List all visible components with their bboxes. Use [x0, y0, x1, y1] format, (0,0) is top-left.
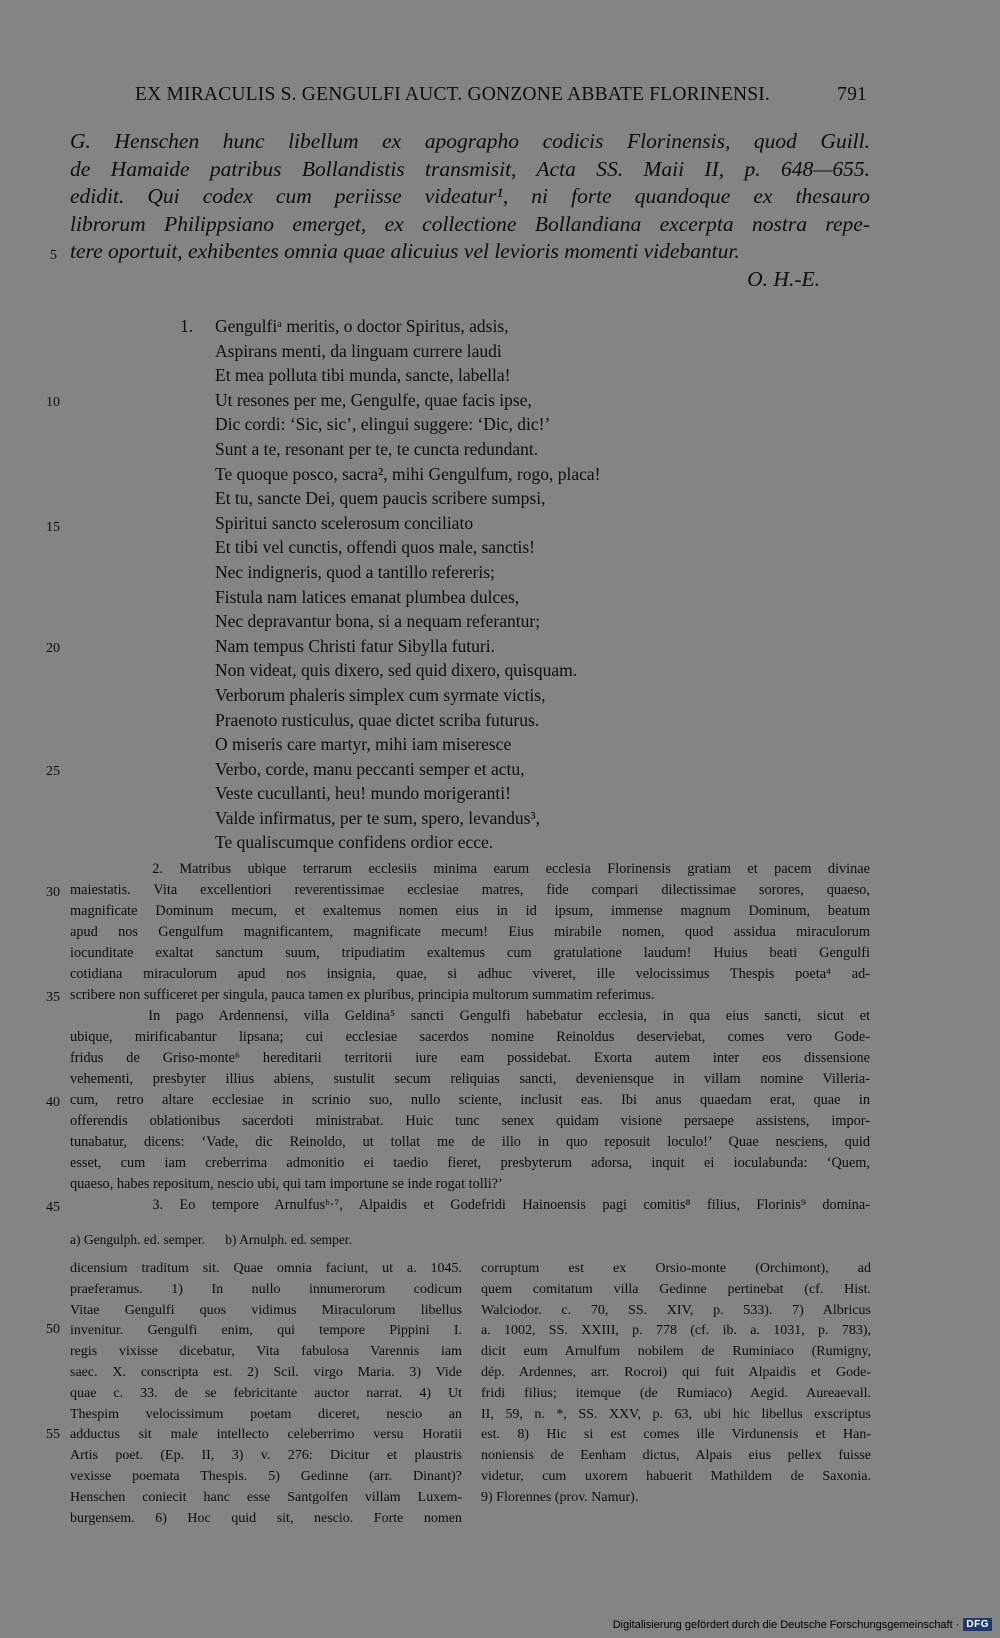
notes-left-column: [70, 1259, 462, 1529]
verse-line: Spiritui sancto scelerosum conciliato: [215, 512, 474, 533]
line-number: 40: [46, 1095, 60, 1110]
running-header: [135, 84, 867, 106]
note-line: saec. X. conscripta est. 2) Scil. virgo Maria. 3) Vide: [70, 1364, 462, 1380]
verse-line: Verborum phaleris simplex cum syrmate victis,: [215, 684, 546, 705]
verse-line: Et mea polluta tibi munda, sancte, labella!: [215, 365, 511, 386]
verse-line: Dic cordi: ‘Sic, sic’, elingui suggere: ‘Dic, dic!’: [215, 414, 551, 435]
verse-line: O miseris care martyr, mihi iam miseresce: [215, 734, 512, 755]
line-number: 5: [50, 248, 57, 263]
line-number: 15: [46, 520, 60, 535]
prose-line: scribere non sufficeret per singula, pauca tamen ex pluribus, principia multorum summatim referimus.: [70, 987, 655, 1003]
prose-line: offerendis oblationibus sacerdoti ministrabat. Huic tunc senex quidam visione persaepe assistens, impor-: [70, 1113, 870, 1129]
prose-line: cotidiana miraculorum apud nos insignia, quae, si adhuc viveret, ille velocissimus Thespis poeta⁴ ad-: [70, 966, 870, 982]
prose-line: ubique, mirificabantur lipsana; cui ecclesiae sacerdos nomine Reinoldus deserviebat, comes vero Gode-: [70, 1029, 870, 1045]
note-line: dicensium traditum sit. Quae omnia faciunt, ut a. 1045.: [70, 1261, 462, 1276]
prose-line: 2. Matribus ubique terrarum ecclesiis minima earum ecclesia Florinensis gratiam et pacem divinae: [70, 861, 870, 877]
prose-line: apud nos Gengulfum magnificantem, magnificate mecum! Eius mirabile nomen, quod assidua miraculorum: [70, 924, 870, 940]
prose-line: fridus de Griso-monte⁶ hereditarii territorii iure eam possidebat. Exorta autem inter eos dissensione: [70, 1050, 870, 1066]
line-number: 10: [46, 395, 60, 410]
verse-line: Nec depravantur bona, si a nequam referantur;: [215, 611, 541, 632]
prose-line: vehementi, presbyter illius abiens, sustulit secum reliquias sancti, deveniensque in villam nomine Villeria-: [70, 1071, 870, 1087]
notes-right-column: [481, 1259, 871, 1509]
verse-line: Fistula nam latices emanat plumbea dulces,: [215, 586, 520, 607]
note-line: dép. Ardennes, arr. Rocroi) qui fuit Alpaidis et Gode-: [481, 1364, 871, 1380]
prose-line: magnificate Dominum mecum, et exaltemus nomen eius in id ipsum, immense magnum Dominum, beatum: [70, 903, 870, 919]
verse-line: Verbo, corde, manu peccanti semper et actu,: [215, 758, 525, 779]
note-line: Thespim velocissimum poetam diceret, nescio an: [70, 1406, 462, 1422]
note-line: quae c. 33. de se febricitante auctor narrat. 4) Ut: [70, 1385, 462, 1401]
dfg-logo-icon: DFG: [963, 1618, 992, 1631]
editor-introduction: [70, 128, 870, 293]
prose-line: In pago Ardennensi, villa Geldina⁵ sancti Gengulfi habebatur ecclesia, in qua eius sancti, sicut et: [70, 1008, 870, 1024]
line-number: 35: [46, 990, 60, 1005]
prose-line: esset, cum iam creberrima admonitio ei taedio fieret, presbyterum adorsa, inquit ei ioculabunda: ‘Quem,: [70, 1155, 870, 1171]
note-line: est. 8) Hic si est comes ille Virdunensis et Han-: [481, 1427, 871, 1443]
verse-line: Veste cucullanti, heu! mundo morigeranti!: [215, 783, 511, 804]
verse-line: Non videat, quis dixero, sed quid dixero, quisquam.: [215, 660, 578, 681]
prose-line: tunabatur, dicens: ‘Vade, dic Reinoldo, ut tollat me de illo in quo reposuit loculo!’ Quae nesciens, quid: [70, 1134, 870, 1150]
verse-line: Te quoque posco, sacra², mihi Gengulfum, rogo, placa!: [215, 463, 601, 484]
prose-line: 3. Eo tempore Arnulfusᵇ·⁷, Alpaidis et Godefridi Hainoensis pagi comitis⁸ filius, Florinis⁹ domina-: [70, 1197, 870, 1213]
verse-line: Nec indigneris, quod a tantillo refereris;: [215, 561, 495, 582]
note-line: praeferamus. 1) In nullo innumerorum codicum: [70, 1281, 462, 1297]
note-line: 9) Florennes (prov. Namur).: [481, 1489, 639, 1505]
intro-line: tere oportuit, exhibentes omnia quae alicuius vel levioris momenti videbantur.: [70, 239, 740, 263]
intro-line: de Hamaide patribus Bollandistis transmisit, Acta SS. Maii II, p. 648—655.: [70, 156, 870, 181]
line-number: 50: [46, 1322, 60, 1337]
line-number: 30: [46, 885, 60, 900]
line-number: 55: [46, 1427, 60, 1442]
line-number: 25: [46, 764, 60, 779]
page-number: 791: [837, 84, 867, 105]
credit-text: Digitalisierung gefördert durch die Deutsche Forschungsgemeinschaft ·: [612, 1618, 960, 1631]
note-line: videtur, cum uxorem habuerit Mathildem de Saxonia.: [481, 1468, 871, 1484]
intro-line: librorum Philippsiano emerget, ex collectione Bollandiana excerpta nostra repe-: [70, 211, 870, 236]
note-line: fridi filius; itemque (de Rumiaco) Aegid. Aureaevall.: [481, 1385, 871, 1401]
verse-line: Nam tempus Christi fatur Sibylla futuri.: [215, 635, 495, 656]
prose-line: quaeso, habes repositum, nescio ubi, qui tam importune se inde rogat tolli?’: [70, 1176, 503, 1192]
verse-line: Gengulfiᵃ meritis, o doctor Spiritus, adsis,: [215, 316, 509, 336]
textual-footnotes: a) Gengulph. ed. semper. b) Arnulph. ed. semper.: [70, 1232, 352, 1247]
note-line: II, 59, n. *, SS. XXV, p. 63, ubi hic libellus exscriptus: [481, 1406, 871, 1422]
line-number: 45: [46, 1200, 60, 1215]
intro-line: edidit. Qui codex cum periisse videatur¹, ni forte quandoque ex thesauro: [70, 184, 870, 208]
header-title: EX MIRACULIS S. GENGULFI AUCT. GONZONE ABBATE FLORINENSI.: [135, 84, 771, 105]
verse-line: Et tibi vel cunctis, offendi quos male, sanctis!: [215, 537, 535, 558]
note-line: burgensem. 6) Hoc quid sit, nescio. Forte nomen: [70, 1510, 462, 1526]
prose-line: maiestatis. Vita excellentiori reverentissimae ecclesiae matres, fide compari dilectissimae sorores, quaeso,: [70, 882, 870, 898]
note-line: noniensis de Eenham dictus, Alpais eius pellex fuisse: [481, 1448, 871, 1464]
verse-line: Sunt a te, resonant per te, te cuncta redundant.: [215, 438, 539, 459]
digitization-credit: [613, 1618, 992, 1631]
note-line: Walciodor. c. 70, SS. XIV, p. 533). 7) Albricus: [481, 1302, 871, 1318]
note-line: Vitae Gengulfi quos vidimus Miraculorum libellus: [70, 1302, 462, 1318]
prose-section: [70, 859, 870, 1216]
verse-section: [180, 314, 775, 855]
verse-line: Aspirans menti, da linguam currere laudi: [215, 340, 502, 361]
verse-line: Praenoto rusticulus, quae dictet scriba futurus.: [215, 709, 540, 730]
editor-signature: O. H.-E.: [747, 266, 820, 291]
verse-line: Ut resones per me, Gengulfe, quae facis ipse,: [215, 389, 532, 410]
prose-line: iocunditate exaltat sanctum suum, tripudiatim exaltemus cum gratulatione laudum! Huius beati Gengulfi: [70, 945, 870, 961]
verse-line: Et tu, sancte Dei, quem paucis scribere sumpsi,: [215, 488, 546, 509]
note-line: corruptum est ex Orsio-monte (Orchimont), ad: [481, 1261, 871, 1276]
verse-line: Valde infirmatus, per te sum, spero, levandus³,: [215, 807, 541, 828]
note-line: a. 1002, SS. XXIII, p. 778 (cf. ib. a. 1031, p. 783),: [481, 1323, 871, 1339]
note-line: invenitur. Gengulfi enim, qui tempore Pippini I.: [70, 1323, 462, 1339]
intro-line: G. Henschen hunc libellum ex apographo codicis Florinensis, quod Guill.: [70, 129, 870, 153]
line-number: 20: [46, 641, 60, 656]
note-line: Artis poet. (Ep. II, 3) v. 276: Dicitur et plaustris: [70, 1448, 462, 1464]
section-number: 1.: [180, 316, 194, 336]
note-line: adductus sit male intellecto celeberrimo versu Horatii: [70, 1427, 462, 1443]
note-line: regis vixisse dicebatur, Vita fabulosa Varennis iam: [70, 1344, 462, 1360]
note-line: quem comitatum villa Gedinne pertinebat (cf. Hist.: [481, 1281, 871, 1297]
verse-line: Te qualiscumque confidens ordior ecce.: [215, 832, 494, 853]
note-line: Henschen coniecit hanc esse Santgolfen villam Luxem-: [70, 1489, 462, 1505]
prose-line: cum, retro altare ecclesiae in scrinio suo, nullo sciente, inclusit eas. Ibi anus quaedam erat, quae in: [70, 1092, 870, 1108]
note-line: dicit eum Arnulfum nobilem de Ruminiaco (Rumigny,: [481, 1344, 871, 1360]
note-line: vexisse poemata Thespis. 5) Gedinne (arr. Dinant)?: [70, 1468, 462, 1484]
